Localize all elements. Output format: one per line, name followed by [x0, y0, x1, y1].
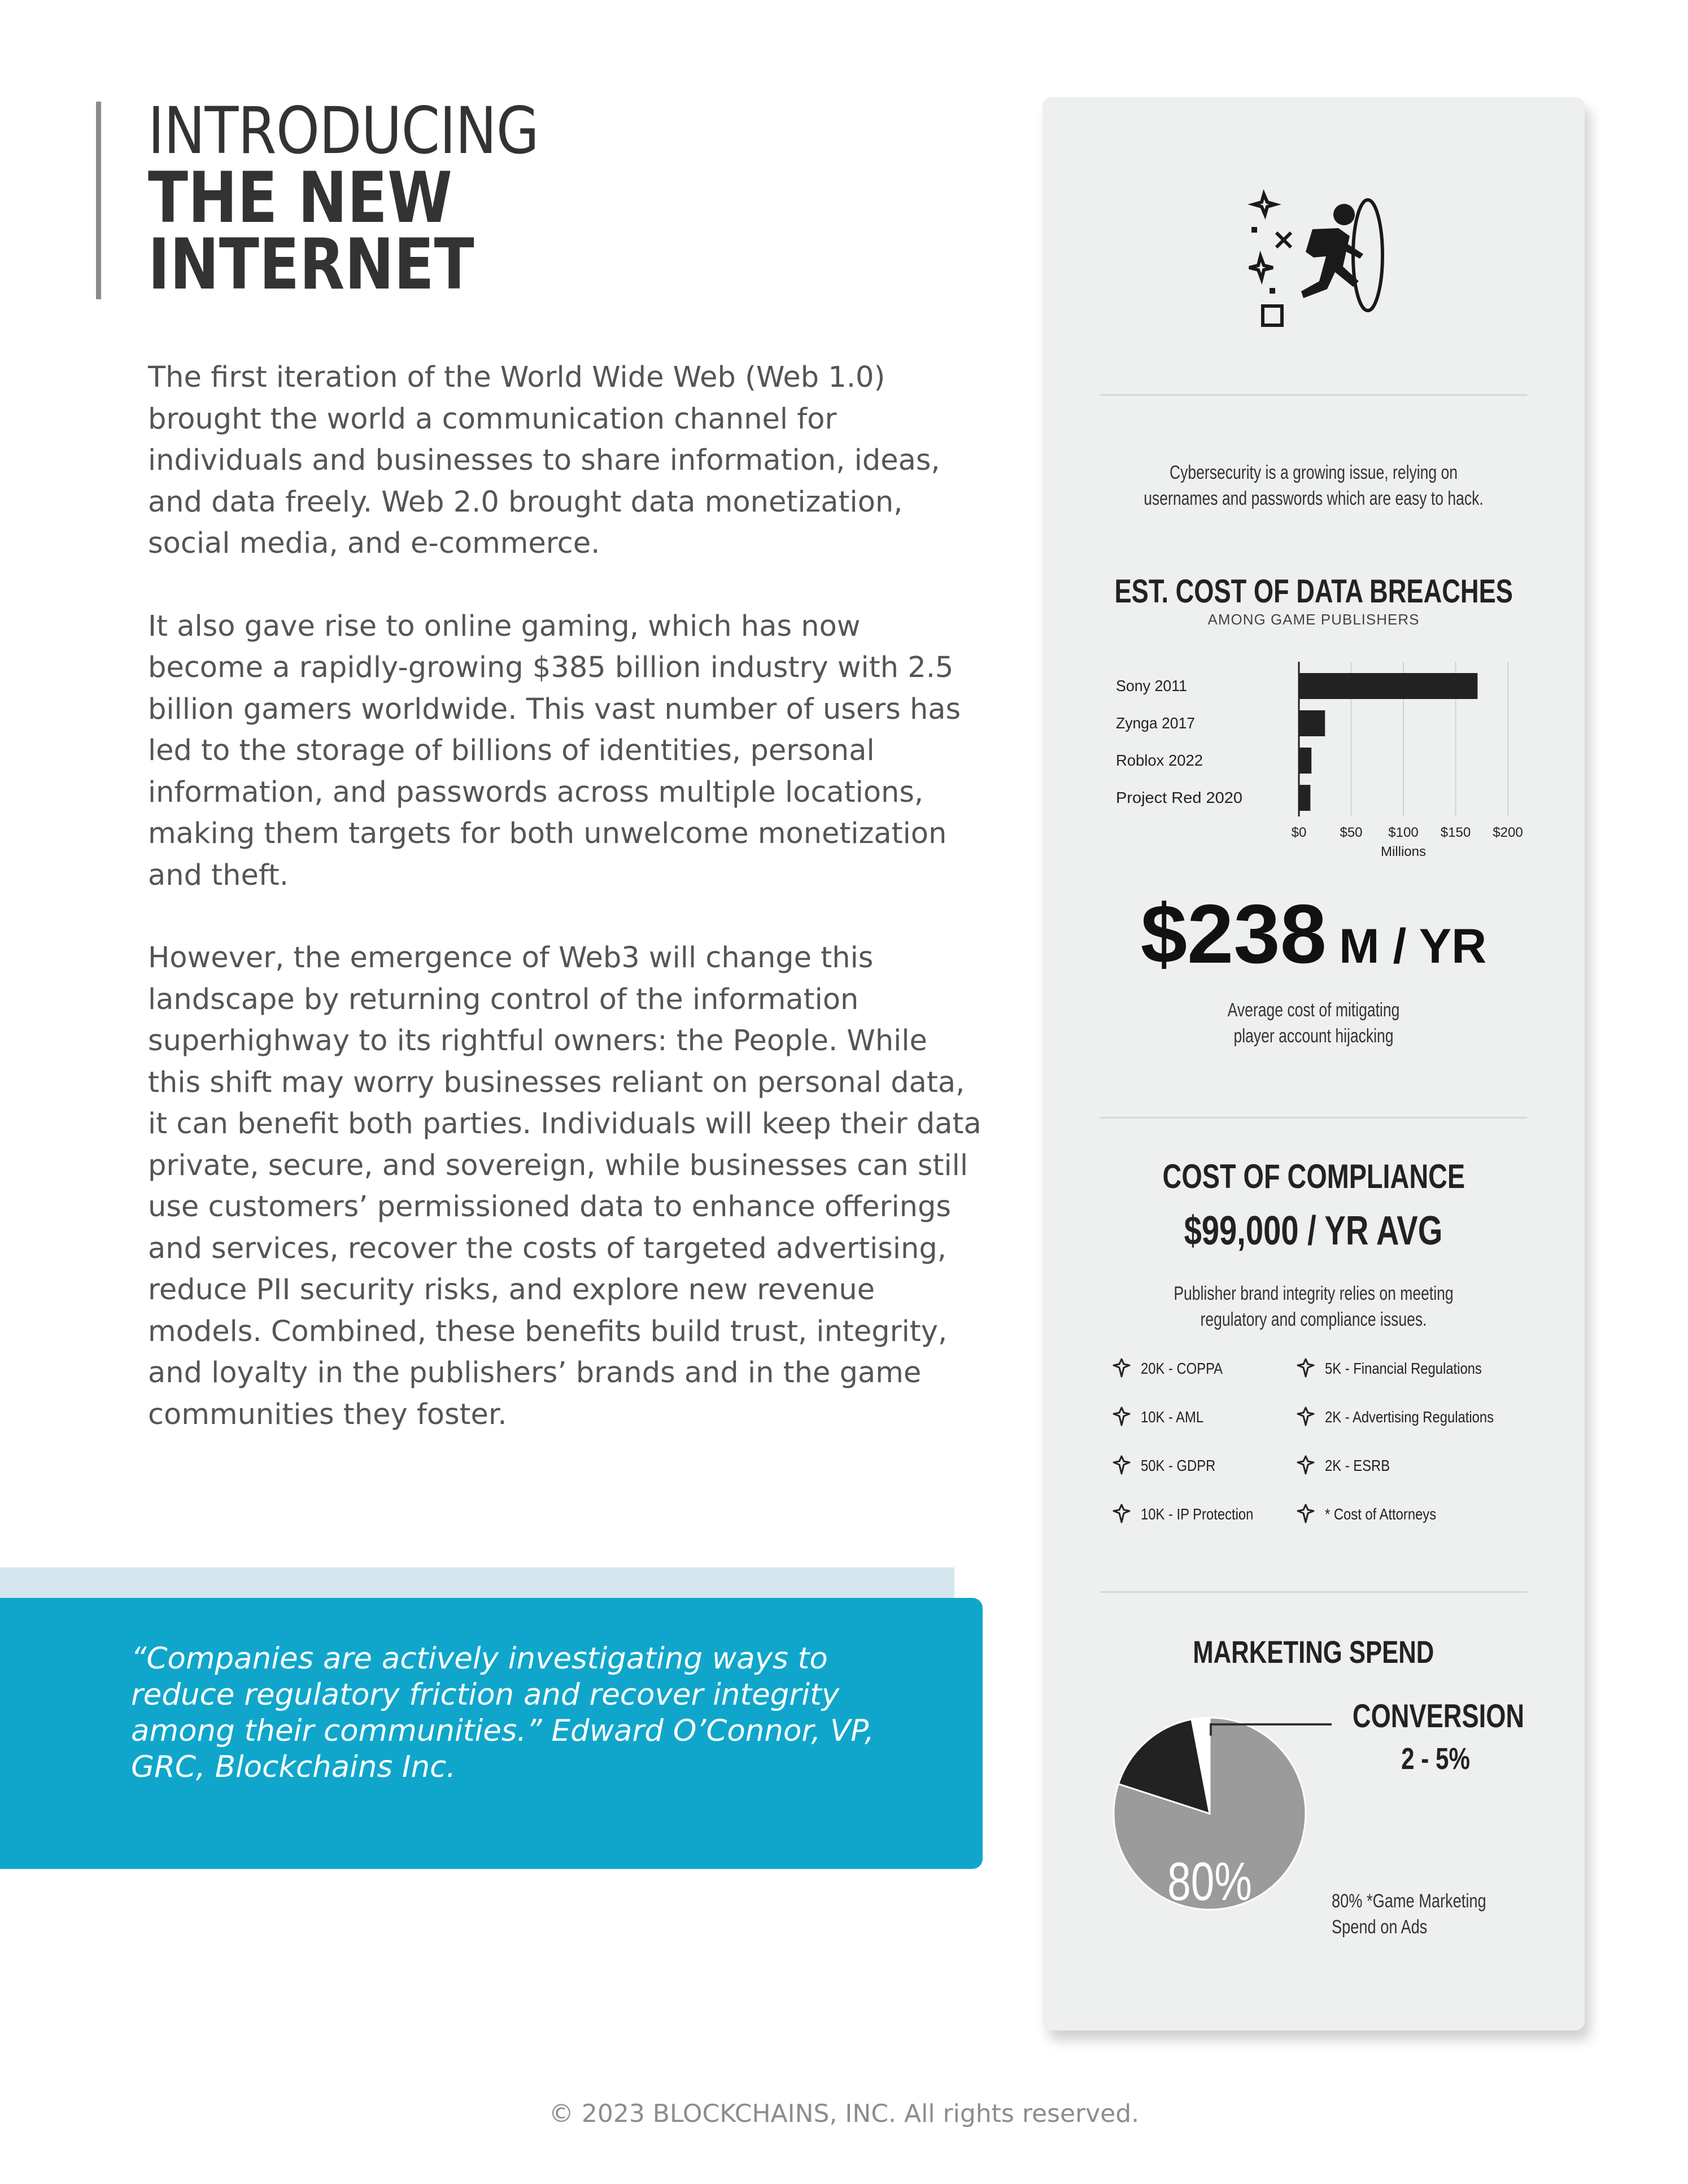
sparkle-icon	[1294, 1503, 1317, 1526]
pie-note: 80% *Game Marketing Spend on Ads	[1332, 1890, 1486, 1938]
body-text	[148, 357, 984, 1477]
category-label: Roblox 2022	[1116, 752, 1203, 769]
bar	[1299, 785, 1310, 811]
conversion-value-wrap	[1328, 1741, 1543, 1776]
sparkle-icon	[1294, 1406, 1317, 1429]
x-tick-label: $50	[1340, 825, 1363, 840]
marketing-title-wrap	[1043, 1635, 1585, 1669]
compliance-title-wrap	[1043, 1157, 1585, 1195]
sparkle-icon	[1110, 1454, 1133, 1477]
conversion-label: CONVERSION	[1352, 1698, 1525, 1735]
sparkle-icon	[1110, 1357, 1133, 1380]
sparkle-icon	[1110, 1503, 1133, 1526]
regulation-item	[1294, 1357, 1510, 1380]
title-line-3: INTERNET	[148, 224, 474, 305]
infographic-sidebar	[1043, 97, 1585, 2030]
divider	[1100, 1591, 1527, 1593]
sparkle-icon	[1294, 1357, 1317, 1380]
regulation-label: * Cost of Attorneys	[1325, 1505, 1437, 1523]
breach-chart-title: EST. COST OF DATA BREACHES	[1114, 573, 1513, 610]
x-axis-label: Millions	[1380, 844, 1427, 859]
regulation-label: 10K - AML	[1141, 1408, 1204, 1426]
cybersecurity-intro-wrap	[1043, 460, 1585, 512]
conversion-label-wrap	[1328, 1700, 1543, 1733]
category-label: Zynga 2017	[1116, 714, 1195, 732]
regulation-label: 20K - COPPA	[1141, 1360, 1223, 1377]
quote-text: “Companies are actively investigating ways to reduce regulatory friction and recover integrity among their communities.” Edward O’Connor, VP, GRC, Blockchains Inc.	[131, 1641, 874, 1784]
title-line-1: INTRODUCING	[148, 93, 539, 168]
mitigation-amount: $238	[1140, 888, 1327, 981]
paragraph-2: It also gave rise to online gaming, which has now become a rapidly-growing $385 billion industry with 2.5 billion gamers worldwide. This vast number of users has led to the storage of billions of identities, personal information, and passwords across multiple locations, making them targets for both unwelcome monetization and theft.	[148, 609, 961, 892]
x-tick-label: $0	[1291, 825, 1307, 840]
category-label: Project Red 2020	[1116, 789, 1242, 806]
page-title	[148, 93, 603, 305]
mitigation-caption-wrap	[1043, 997, 1585, 1049]
footer: © 2023 BLOCKCHAINS, INC. All rights reserved.	[548, 2099, 1140, 2128]
marketing-title: MARKETING SPEND	[1193, 1634, 1434, 1670]
breach-bar-chart	[1110, 656, 1523, 859]
bar	[1299, 748, 1311, 774]
sparkle-icon	[1110, 1406, 1133, 1429]
title-line-2: THE NEW	[148, 158, 452, 239]
regulation-label: 10K - IP Protection	[1141, 1505, 1254, 1523]
regulation-label: 2K - Advertising Regulations	[1325, 1408, 1494, 1426]
divider	[1100, 1117, 1527, 1119]
running-figure-portal-icon	[1242, 182, 1390, 329]
conversion-value: 2 - 5%	[1401, 1742, 1470, 1776]
regulation-item	[1110, 1454, 1229, 1477]
regulation-label: 5K - Financial Regulations	[1325, 1360, 1482, 1377]
mitigation-unit: M / YR	[1339, 919, 1487, 973]
mitigation-stat	[1043, 886, 1585, 982]
regulation-item	[1110, 1357, 1237, 1380]
regulation-item	[1294, 1503, 1456, 1526]
pie-percent-label-wrap	[1155, 1851, 1253, 1913]
regulation-label: 50K - GDPR	[1141, 1457, 1216, 1474]
sparkle-icon	[1294, 1454, 1317, 1477]
divider	[1100, 394, 1527, 396]
x-tick-label: $150	[1440, 825, 1471, 840]
bar	[1299, 673, 1477, 699]
compliance-caption: Publisher brand integrity relies on meeting regulatory and compliance issues.	[1174, 1283, 1454, 1330]
paragraph-3: However, the emergence of Web3 will change this landscape by returning control of the information superhighway to its rightful owners: the People. While this shift may worry businesses reliant on personal data, it can benefit both parties. Individuals will keep their data private, secure, and sovereign, while businesses can still use customers’ permissioned data to enhance offerings and services, recover the costs of targeted advertising, reduce PII security risks, and explore new revenue models. Combined, these benefits build trust, integrity, and loyalty in the publishers’ brands and in the game communities they foster.	[148, 941, 982, 1431]
breach-title-wrap	[1043, 575, 1585, 609]
title-accent-bar	[96, 102, 101, 299]
regulation-item	[1110, 1406, 1215, 1429]
regulation-item	[1294, 1454, 1401, 1477]
x-tick-label: $200	[1493, 825, 1523, 840]
x-tick-label: $100	[1388, 825, 1419, 840]
compliance-amount: $99,000 / YR AVG	[1184, 1208, 1443, 1253]
breach-chart-subtitle: AMONG GAME PUBLISHERS	[1207, 611, 1420, 628]
regulation-item	[1110, 1503, 1273, 1526]
compliance-amount-wrap	[1043, 1208, 1585, 1253]
breach-subtitle-wrap	[1043, 611, 1585, 628]
paragraph-1: The first iteration of the World Wide Web (Web 1.0) brought the world a communication channel for individuals and businesses to share information, ideas, and data freely. Web 2.0 brought data monetization, social media, and e-commerce.	[148, 361, 940, 560]
compliance-title: COST OF COMPLIANCE	[1162, 1157, 1465, 1195]
conversion-leader-line	[1210, 1723, 1332, 1726]
bar	[1299, 710, 1325, 736]
category-label: Sony 2011	[1116, 677, 1187, 694]
mitigation-caption: Average cost of mitigating player account hijacking	[1227, 999, 1400, 1047]
regulation-label: 2K - ESRB	[1325, 1457, 1390, 1474]
regulation-item	[1294, 1406, 1524, 1429]
pie-percent-label: 80%	[1167, 1851, 1253, 1912]
pie-note-wrap	[1332, 1888, 1535, 1940]
cybersecurity-intro: Cybersecurity is a growing issue, relying on usernames and passwords which are easy to hack.	[1144, 462, 1484, 509]
compliance-caption-wrap	[1043, 1281, 1585, 1333]
quote-shadow-band	[0, 1567, 954, 1601]
